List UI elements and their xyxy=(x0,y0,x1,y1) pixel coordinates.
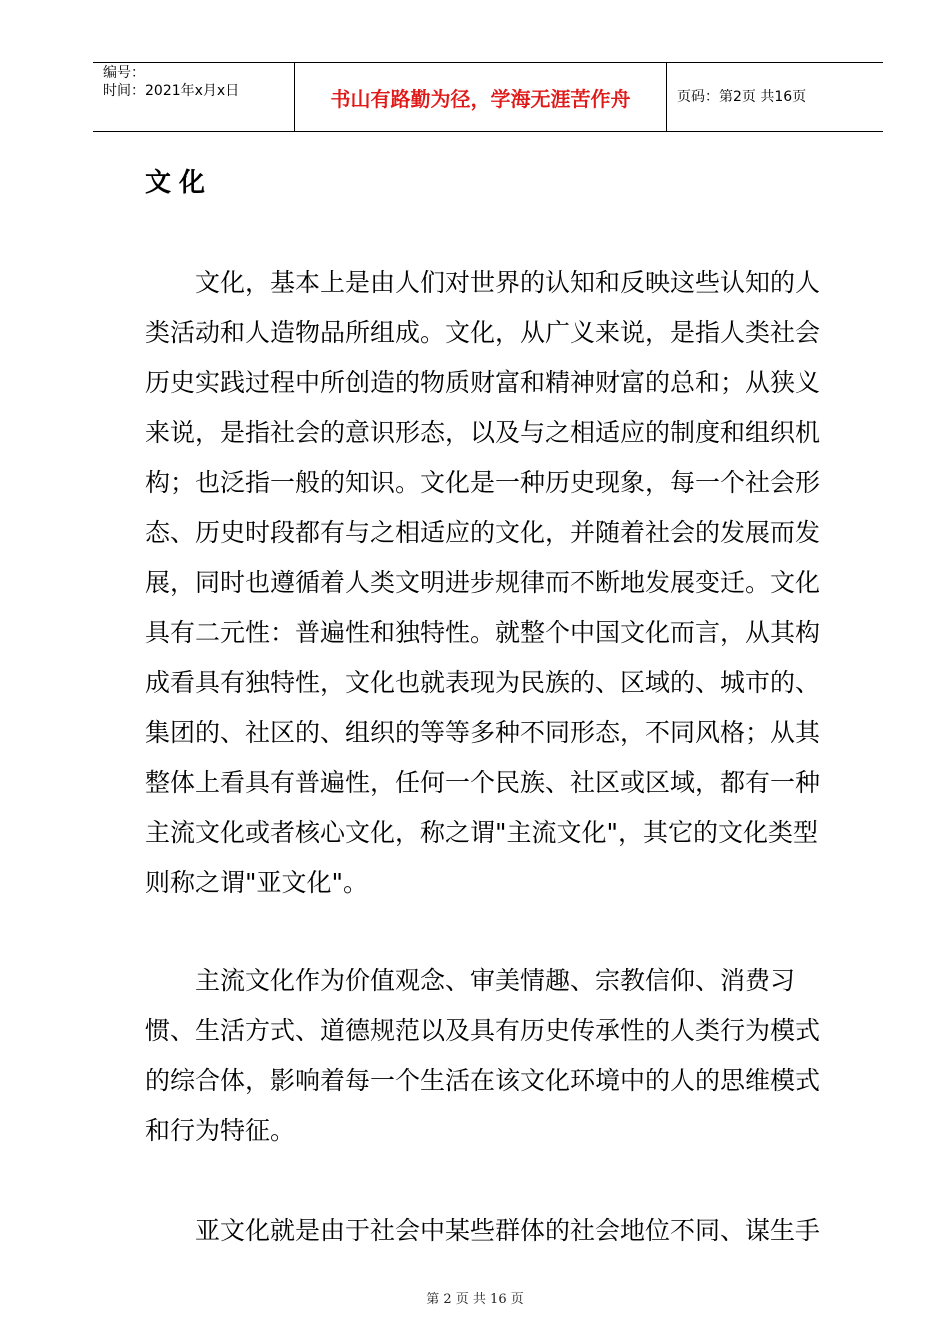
header-motto: 书山有路勤为径，学海无涯苦作舟 xyxy=(330,87,631,111)
page-header xyxy=(93,62,883,132)
paragraph-3: 亚文化就是由于社会中某些群体的社会地位不同、谋生手 xyxy=(195,1216,821,1245)
page-footer: 第 2 页 共 16 页 xyxy=(426,1292,524,1307)
document-title: 文化 xyxy=(145,168,214,198)
serial-number-label: 编号： xyxy=(103,65,145,81)
header-page-info: 页码：第2页 共16页 xyxy=(677,89,807,105)
header-meta xyxy=(93,63,295,131)
header-motto-cell xyxy=(295,63,667,131)
paragraph-1: 文化，基本上是由人们对世界的认知和反映这些认知的人类活动和人造物品所组成。文化，从广义来说，是指人类社会历史实践过程中所创造的物质财富和精神财富的总和；从狭义来说，是指社会的意识形态，以及与之相适应的制度和组织机构；也泛指一般的知识。文化是一种历史现象，每一个社会形态、历史时段都有与之相适应的文化，并随着社会的发展而发展，同时也遵循着人类文明进步规律而不断地发展变迁。文化具有二元性：普遍性和独特性。就整个中国文化而言，从其构成看具有独特性，文化也就表现为民族的、区域的、城市的、集团的、社区的、组织的等等多种不同形态，不同风格；从其整体上看具有普遍性，任何一个民族、社区或区域，都有一种主流文化或者核心文化，称之谓"主流文化"，其它的文化类型则称之谓"亚文化"。 xyxy=(145,268,821,897)
header-page-cell xyxy=(667,63,883,131)
paragraph-2: 主流文化作为价值观念、审美情趣、宗教信仰、消费习惯、生活方式、道德规范以及具有历史传承性的人类行为模式的综合体，影响着每一个生活在该文化环境中的人的思维模式和行为特征。 xyxy=(145,966,821,1145)
time-label: 时间：2021年x月x日 xyxy=(103,83,240,99)
